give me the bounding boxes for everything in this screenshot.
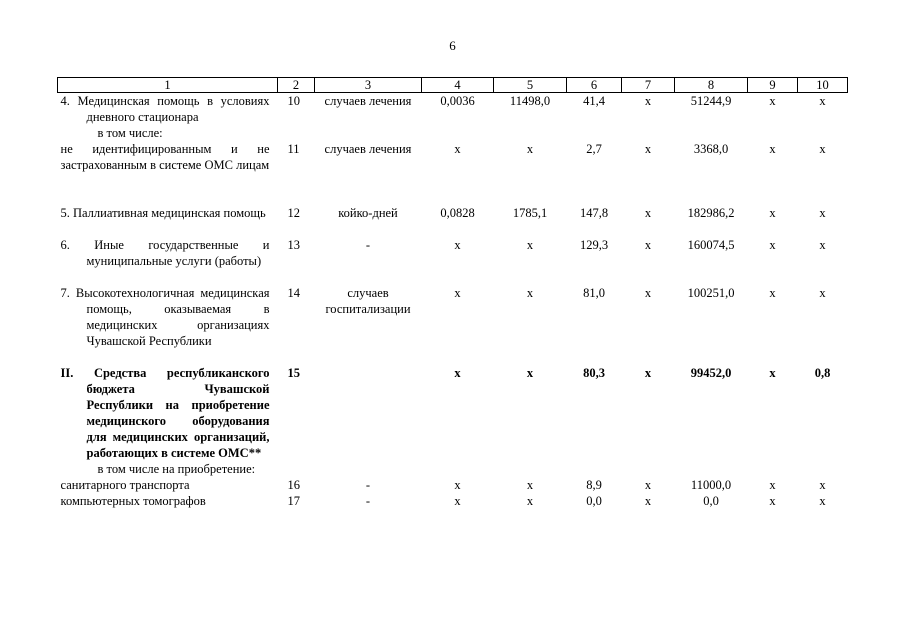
row-c6: 41,4 xyxy=(583,94,605,108)
header-cell-9: 9 xyxy=(748,78,798,93)
row-c7: х xyxy=(644,238,652,252)
row-c7: х xyxy=(644,94,652,108)
row-c10: х xyxy=(819,206,826,220)
row-c9: х xyxy=(769,366,776,380)
header-cell-7: 7 xyxy=(622,78,675,93)
page-number: 6 xyxy=(449,38,456,53)
row-c10: х xyxy=(819,478,826,492)
row-index: 14 xyxy=(287,286,300,300)
table-row xyxy=(58,285,848,349)
row-c5: 11498,0 xyxy=(509,94,551,108)
table-row xyxy=(58,237,848,269)
row-name: не идентифицированным и не застрахованным в системе ОМС лицам xyxy=(60,142,270,172)
row-c4: х xyxy=(454,366,461,380)
row-c10: х xyxy=(819,494,826,508)
row-unit: койко-дней xyxy=(338,206,398,220)
header-cell-3: 3 xyxy=(315,78,422,93)
row-c8: 160074,5 xyxy=(687,238,735,252)
row-c4: х xyxy=(454,286,461,300)
header-cell-8: 8 xyxy=(675,78,748,93)
row-name: 4. Медицинская помощь в условиях дневного стационара xyxy=(60,94,270,124)
header-cell-1: 1 xyxy=(58,78,278,93)
header-cell-6: 6 xyxy=(567,78,622,93)
row-c6: 81,0 xyxy=(583,286,605,300)
row-unit: случаев госпитализации xyxy=(325,286,411,316)
row-c9: х xyxy=(769,478,776,492)
row-unit: - xyxy=(365,238,371,252)
row-c6: 2,7 xyxy=(586,142,602,156)
table-row xyxy=(58,93,848,126)
row-index: 15 xyxy=(287,366,300,380)
row-c9: х xyxy=(769,142,776,156)
row-c10: 0,8 xyxy=(814,366,831,380)
row-c6: 80,3 xyxy=(583,366,605,380)
row-c5: х xyxy=(526,238,534,252)
header-cell-4: 4 xyxy=(422,78,494,93)
data-table xyxy=(57,77,848,509)
header-cell-5: 5 xyxy=(494,78,567,93)
row-c7: х xyxy=(644,286,652,300)
row-index: 12 xyxy=(287,206,300,220)
row-c4: 0,0828 xyxy=(440,206,475,220)
row-c5: 1785,1 xyxy=(512,206,548,220)
header-row xyxy=(58,78,848,93)
row-c8: 100251,0 xyxy=(687,286,735,300)
row-c7: х xyxy=(644,478,652,492)
row-c9: х xyxy=(769,494,776,508)
row-c6: 129,3 xyxy=(579,238,609,252)
row-c5: х xyxy=(526,494,534,508)
row-c7: х xyxy=(644,142,652,156)
header-cell-10: 10 xyxy=(798,78,848,93)
row-name: 5. Паллиативная медицинская помощь xyxy=(60,206,266,220)
row-name: компьютерных томографов xyxy=(60,494,206,508)
row-unit xyxy=(315,365,422,461)
row-c5: х xyxy=(526,478,534,492)
row-c8: 0,0 xyxy=(703,494,719,508)
row-c6: 147,8 xyxy=(579,206,609,220)
row-unit: - xyxy=(365,478,371,492)
row-c4: х xyxy=(454,142,461,156)
row-index: 11 xyxy=(287,142,300,156)
row-name: санитарного транспорта xyxy=(60,478,190,492)
row-c6: 0,0 xyxy=(586,494,602,508)
row-c4: 0,0036 xyxy=(440,94,475,108)
row-c8: 182986,2 xyxy=(687,206,735,220)
table-row xyxy=(58,205,848,221)
row-c4: х xyxy=(454,478,461,492)
row-c7: х xyxy=(644,494,652,508)
row-c10: х xyxy=(819,238,826,252)
row-c7: х xyxy=(644,206,652,220)
row-name: 7. Высокотехнологичная медицинская помощь, оказываемая в медицинских организациях Чувашской Республики xyxy=(60,286,270,348)
row-c9: х xyxy=(769,94,776,108)
table-row xyxy=(58,493,848,509)
row-c8: 3368,0 xyxy=(693,142,729,156)
row-c9: х xyxy=(769,206,776,220)
row-c10: х xyxy=(819,286,826,300)
row-unit: - xyxy=(365,494,371,508)
row-c9: х xyxy=(769,238,776,252)
row-c10: х xyxy=(819,142,826,156)
row-index: 13 xyxy=(287,238,300,252)
row-index: 10 xyxy=(287,94,300,108)
row-c5: х xyxy=(526,142,534,156)
row-c4: х xyxy=(454,238,461,252)
table-row xyxy=(58,125,848,141)
table-row xyxy=(58,141,848,173)
row-c9: х xyxy=(769,286,776,300)
row-index: 17 xyxy=(287,494,300,508)
row-unit: случаев лечения xyxy=(324,142,412,156)
row-c8: 11000,0 xyxy=(690,478,732,492)
row-c8: 51244,9 xyxy=(690,94,732,108)
row-c10: х xyxy=(819,94,826,108)
row-name: 6. Иные государственные и муниципальные услуги (работы) xyxy=(60,238,270,268)
row-index: 16 xyxy=(287,478,300,492)
header-cell-2: 2 xyxy=(278,78,315,93)
row-subheading: в том числе: xyxy=(97,126,163,140)
row-c5: х xyxy=(526,286,534,300)
row-subheading: в том числе на приобретение: xyxy=(97,462,256,476)
table-row xyxy=(58,477,848,493)
row-c6: 8,9 xyxy=(586,478,602,492)
table-row xyxy=(58,365,848,461)
row-c8: 99452,0 xyxy=(690,366,732,380)
row-name: II. Средства республиканского бюджета Чувашской Республики на приобретение медицинского оборудования для медицинских организаций, работающих в системе ОМС** xyxy=(60,366,270,460)
row-unit: случаев лечения xyxy=(324,94,412,108)
row-c7: х xyxy=(644,366,652,380)
row-c5: х xyxy=(526,366,534,380)
table-row xyxy=(58,461,848,477)
row-c4: х xyxy=(454,494,461,508)
